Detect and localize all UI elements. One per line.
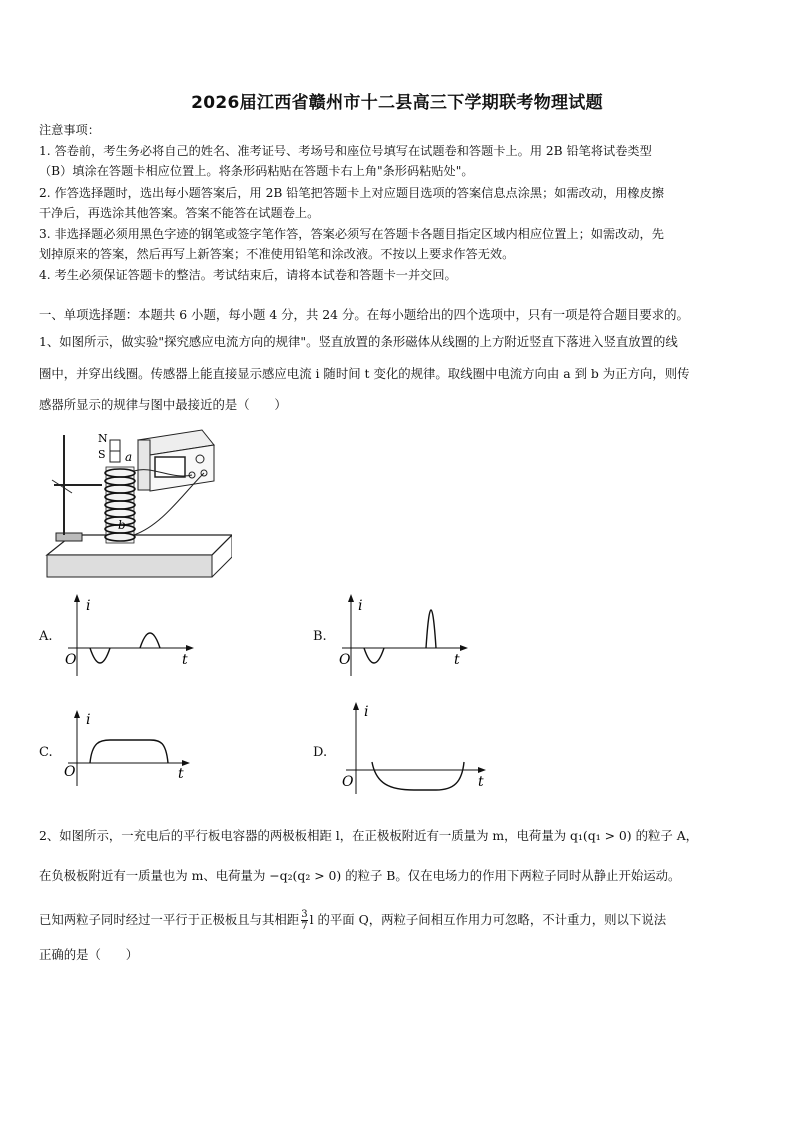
option-d-y-label: i (364, 704, 369, 720)
option-c-x-label: t (178, 766, 184, 782)
notice-item-3: 3. 非选择题必须用黑色字迹的钢笔或签字笔作答，答案必须写在答题卡各题目指定区域内相应位置上；如需改动，先 (39, 227, 664, 241)
option-b-origin: O (339, 652, 351, 668)
magnet-s-label: S (98, 448, 106, 461)
option-b-x-label: t (454, 652, 460, 668)
notice-item-3-cont: 划掉原来的答案，然后再写上新答案；不准使用铅笔和涂改液。不按以上要求作答无效。 (39, 247, 515, 261)
option-c-graph (60, 708, 200, 788)
option-a-origin: O (65, 652, 77, 668)
option-b-label: B. (313, 629, 327, 644)
option-b-graph (334, 592, 474, 678)
notice-heading: 注意事项： (39, 123, 100, 137)
option-c-origin: O (64, 764, 76, 780)
option-a-graph (60, 592, 200, 678)
notice-item-2-cont: 干净后，再选涂其他答案。答案不能答在试题卷上。 (39, 206, 320, 220)
option-b-y-label: i (358, 598, 363, 614)
q1-text-line-1: 1、如图所示，做实验"探究感应电流方向的规律"。竖直放置的条形磁体从线圈的上方附近竖直下落进入竖直放置的线 (39, 334, 678, 349)
section-heading: 一、单项选择题：本题共 6 小题，每小题 4 分，共 24 分。在每小题给出的四个选项中，只有一项是符合题目要求的。 (39, 307, 689, 322)
option-a-x-label: t (182, 652, 188, 668)
terminal-b-label: b (118, 518, 126, 532)
q2-line3-part2: l 的平面 Q，两粒子间相互作用力可忽略，不计重力，则以下说法 (309, 912, 667, 927)
option-a-y-label: i (86, 598, 91, 614)
option-c-y-label: i (86, 712, 91, 728)
notice-item-1-cont: （B）填涂在答题卡相应位置上。将条形码粘贴在答题卡右上角"条形码粘贴处"。 (39, 164, 474, 178)
notice-item-1: 1. 答卷前，考生务必将自己的姓名、准考证号、考场号和座位号填写在试题卷和答题卡上。用 2B 铅笔将试卷类型 (39, 144, 652, 158)
fraction-denominator: 7 (301, 921, 308, 932)
option-d-graph (334, 700, 494, 796)
q2-line3-part1: 已知两粒子同时经过一平行于正极板且与其相距 (39, 912, 300, 927)
q2-text-line-1: 2、如图所示，一充电后的平行板电容器的两极板相距 l，在正极板附近有一质量为 m，电荷量为 q₁(q₁ > 0) 的粒子 A， (39, 828, 699, 843)
page-title: 2026届江西省赣州市十二县高三下学期联考物理试题 (191, 93, 603, 113)
fraction (301, 909, 307, 932)
option-c-label: C. (39, 745, 53, 760)
terminal-a-label: a (125, 450, 133, 464)
option-d-origin: O (342, 774, 354, 790)
q2-text-line-2: 在负极板附近有一质量也为 m、电荷量为 −q₂(q₂ > 0) 的粒子 B。仅在电场力的作用下两粒子同时从静止开始运动。 (39, 868, 681, 883)
q1-text-line-3: 感器所显示的规律与图中最接近的是（ ） (39, 397, 287, 412)
q1-text-line-2: 圈中，并穿出线圈。传感器上能直接显示感应电流 i 随时间 t 变化的规律。取线圈中电流方向由 a 到 b 为正方向，则传 (39, 366, 690, 381)
q2-text-line-4: 正确的是（ ） (39, 947, 139, 962)
option-a-label: A. (39, 629, 53, 644)
magnet-n-label: N (98, 432, 108, 445)
notice-item-4: 4. 考生必须保证答题卡的整洁。考试结束后，请将本试卷和答题卡一并交回。 (39, 268, 457, 282)
apparatus-figure (42, 425, 232, 580)
option-d-label: D. (313, 745, 328, 760)
notice-item-2: 2. 作答选择题时，选出每小题答案后，用 2B 铅笔把答题卡上对应题目选项的答案信息点涂黑；如需改动，用橡皮擦 (39, 186, 664, 200)
q2-text-line-3 (39, 909, 755, 932)
fraction-numerator: 3 (301, 909, 308, 920)
option-d-x-label: t (478, 774, 484, 790)
